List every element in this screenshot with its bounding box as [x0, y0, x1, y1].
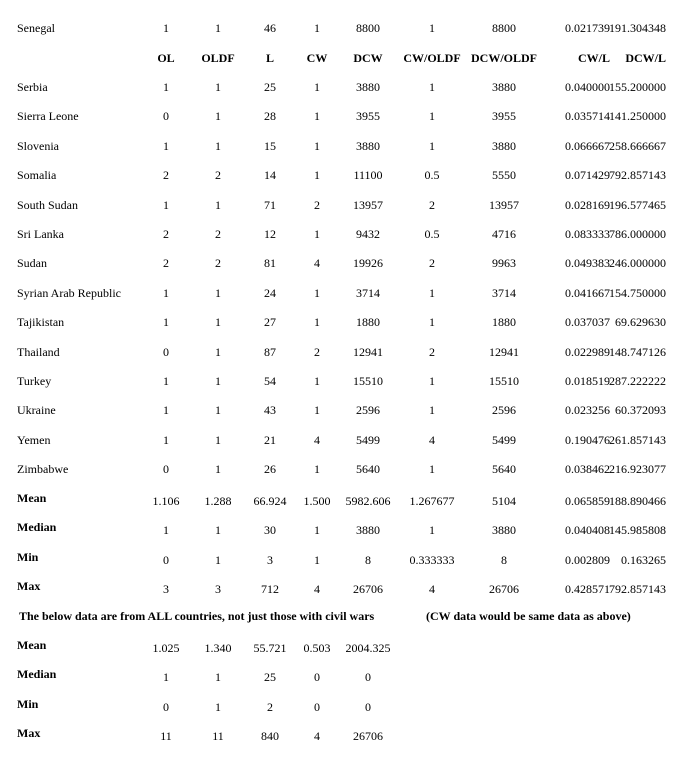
cell-dcw-oldf: 13957	[489, 197, 519, 212]
table-row	[0, 433, 683, 462]
cell-cw: 1	[314, 109, 320, 124]
cell-dcw: 26706	[353, 729, 383, 744]
cell-ol: 1	[163, 285, 169, 300]
cell-dcw-l: 69.629630	[615, 315, 666, 330]
cell-dcw: 15510	[353, 374, 383, 388]
cell-oldf: 1	[215, 197, 221, 212]
cell-ol: 11	[160, 729, 172, 744]
cell-name: Somalia	[17, 168, 57, 183]
cell-name: Syrian Arab Republic	[17, 285, 121, 300]
cell-cw: 1.500	[303, 494, 331, 508]
table-row	[0, 315, 683, 344]
cell-oldf: 2	[215, 256, 221, 271]
cell-cw: 2	[314, 197, 320, 212]
cell-l: 87	[264, 344, 276, 359]
cell-name: Mean	[17, 491, 47, 505]
cell-cw-oldf: 1	[429, 21, 435, 35]
cell-l: 27	[264, 315, 276, 330]
cell-cw: 4	[314, 256, 320, 271]
cell-name: Sri Lanka	[17, 227, 64, 241]
cell-oldf: 1	[215, 670, 221, 685]
cell-ol: 1	[163, 138, 169, 153]
cell-cw: 1	[314, 403, 320, 418]
cell-oldf: 1.340	[204, 641, 232, 655]
cell-dcw: 3955	[356, 109, 380, 124]
cell-oldf: 1.288	[204, 494, 232, 508]
cell-dcw: 26706	[353, 582, 383, 597]
cell-ol: 1	[163, 315, 169, 330]
cell-dcw-oldf: 8	[501, 552, 507, 567]
cell-name: Turkey	[17, 374, 52, 388]
cell-oldf: OLDF	[201, 51, 235, 65]
cell-dcw-l: 792.857143	[609, 168, 666, 183]
cell-name: Min	[17, 696, 39, 711]
cell-oldf: 2	[215, 227, 221, 241]
cell-cw-oldf: 1	[429, 109, 435, 124]
cell-cw: 1	[314, 168, 320, 183]
cell-name: Min	[17, 549, 39, 564]
cell-ol: 1	[163, 197, 169, 212]
cell-cw: 1	[314, 523, 320, 538]
cell-name: Median	[17, 520, 57, 535]
cw-data-note: (CW data would be same data as above)	[426, 609, 631, 623]
cell-l: 46	[264, 21, 276, 35]
cell-cw: 1	[314, 285, 320, 300]
table-row	[0, 21, 683, 50]
table-row	[0, 109, 683, 138]
cell-l: 2	[267, 699, 273, 714]
table-row	[0, 168, 683, 197]
stats-row	[0, 549, 683, 582]
cell-oldf: 1	[215, 403, 221, 418]
cell-l: L	[265, 51, 275, 65]
cell-dcw: 5640	[356, 462, 380, 477]
cell-cw-oldf: 1	[429, 403, 435, 418]
cell-ol: 0	[163, 699, 169, 714]
cell-dcw-oldf: 9963	[492, 256, 516, 271]
cell-dcw-l: 287.222222	[609, 374, 666, 388]
cell-l: 28	[264, 109, 276, 124]
cell-cw-l: 0.023256	[565, 403, 610, 418]
table-row	[0, 227, 683, 256]
cell-oldf: 1	[215, 374, 221, 388]
cell-ol: 1	[163, 80, 169, 94]
cell-cw-l: 0.083333	[565, 227, 610, 241]
cell-dcw: 3880	[356, 138, 380, 153]
cell-l: 840	[261, 729, 279, 744]
cell-ol: 0	[163, 109, 169, 124]
cell-name: Thailand	[17, 344, 60, 359]
cell-name: Tajikistan	[17, 315, 65, 330]
cell-cw-oldf: 1	[429, 285, 435, 300]
cell-ol: 0	[163, 462, 169, 477]
cell-cw: 1	[314, 462, 320, 477]
cell-dcw-l: 196.577465	[609, 197, 666, 212]
cell-oldf: 2	[215, 168, 221, 183]
cell-dcw-oldf: 3880	[492, 80, 516, 94]
cell-cw-oldf: 0.5	[424, 168, 440, 183]
cell-cw: 1	[314, 227, 320, 241]
cell-dcw-l: DCW/L	[625, 51, 666, 65]
cell-dcw-oldf: 12941	[489, 344, 519, 359]
all-stats-row	[0, 696, 683, 729]
cell-cw-oldf: CW/OLDF	[403, 51, 461, 65]
cell-cw: 4	[314, 432, 320, 447]
cell-dcw: 2004.325	[345, 641, 391, 655]
cell-cw: 1	[314, 80, 320, 94]
cell-dcw: 11100	[353, 168, 383, 183]
cell-dcw-l: 191.304348	[609, 21, 666, 35]
cell-l: 54	[264, 374, 276, 388]
cell-cw-l: 0.065859	[565, 494, 610, 508]
cell-l: 25	[264, 80, 276, 94]
cell-l: 30	[264, 523, 276, 538]
cell-cw-oldf: 1	[429, 462, 435, 477]
cell-name: Zimbabwe	[17, 462, 69, 477]
cell-cw: 1	[314, 552, 320, 567]
cell-dcw-l: 0.163265	[621, 552, 666, 567]
cell-ol: 1	[163, 403, 169, 418]
cell-ol: 1	[163, 432, 169, 447]
cell-dcw-oldf: 2596	[492, 403, 516, 418]
cell-dcw-l: 792.857143	[609, 582, 666, 597]
cell-cw-l: CW/L	[577, 51, 610, 65]
cell-dcw-l: 216.923077	[609, 462, 666, 477]
cell-oldf: 1	[215, 21, 221, 35]
cell-dcw-l: 188.890466	[609, 494, 666, 508]
cell-cw-oldf: 4	[429, 582, 435, 597]
cell-ol: 2	[163, 256, 169, 271]
cell-dcw-oldf: 5550	[492, 168, 516, 183]
cell-dcw-oldf: 15510	[489, 374, 519, 388]
cell-name: Slovenia	[17, 138, 59, 153]
cell-oldf: 1	[215, 138, 221, 153]
cell-l: 24	[264, 285, 276, 300]
cell-ol: 1.025	[152, 641, 180, 655]
cell-oldf: 1	[215, 285, 221, 300]
table-row	[0, 345, 683, 374]
cell-dcw-oldf: 3955	[492, 109, 516, 124]
cell-l: 12	[264, 227, 276, 241]
cell-ol: 1.106	[152, 494, 180, 508]
cell-cw-l: 0.428571	[565, 582, 610, 597]
cell-cw-l: 0.002809	[565, 552, 610, 567]
cell-cw: 0	[314, 699, 320, 714]
table-row	[0, 286, 683, 315]
cell-dcw: 12941	[353, 344, 383, 359]
cell-oldf: 1	[215, 109, 221, 124]
cell-dcw: 19926	[353, 256, 383, 271]
cell-cw-l: 0.018519	[565, 374, 610, 388]
table-row	[0, 374, 683, 403]
cell-cw: CW	[306, 51, 328, 65]
cell-oldf: 3	[215, 582, 221, 597]
cell-dcw: 3880	[356, 523, 380, 538]
table-row	[0, 462, 683, 491]
cell-l: 21	[264, 432, 276, 447]
cell-cw-l: 0.037037	[565, 315, 610, 330]
cell-cw: 0.503	[303, 641, 331, 655]
cell-dcw: 0	[365, 670, 371, 685]
cell-dcw: 1880	[356, 315, 380, 330]
cell-dcw-oldf: 5499	[492, 432, 516, 447]
cell-cw-oldf: 2	[429, 197, 435, 212]
cell-name: South Sudan	[17, 197, 79, 212]
cell-dcw-oldf: 8800	[492, 21, 516, 35]
cell-ol: 2	[163, 227, 169, 241]
stats-row	[0, 579, 683, 611]
all-stats-row	[0, 726, 683, 758]
cell-cw-oldf: 1.267677	[409, 494, 455, 508]
cell-cw-l: 0.038462	[565, 462, 610, 477]
cell-dcw-oldf: 5104	[492, 494, 516, 508]
cell-dcw: 13957	[353, 197, 383, 212]
cell-name: Max	[17, 726, 41, 741]
cell-dcw: 0	[365, 699, 371, 714]
cell-ol: 1	[163, 523, 169, 538]
cell-ol: 3	[163, 582, 169, 597]
cell-dcw: 2596	[356, 403, 380, 418]
cell-dcw-l: 155.200000	[609, 80, 666, 94]
cell-dcw-l: 261.857143	[609, 432, 666, 447]
cell-oldf: 11	[212, 729, 224, 744]
all-countries-note: The below data are from ALL countries, not just those with civil wars	[19, 609, 375, 623]
cell-cw: 1	[314, 315, 320, 330]
cell-dcw-oldf: DCW/OLDF	[471, 51, 537, 65]
cell-l: 25	[264, 670, 276, 685]
cell-cw-l: 0.028169	[565, 197, 610, 212]
cell-oldf: 1	[215, 432, 221, 447]
cell-oldf: 1	[215, 552, 221, 567]
cell-l: 66.924	[253, 494, 287, 508]
cell-dcw-oldf: 4716	[492, 227, 516, 241]
cell-name: Median	[17, 667, 57, 682]
cell-l: 71	[264, 197, 276, 212]
cell-dcw-l: 258.666667	[609, 138, 666, 153]
cell-oldf: 1	[215, 523, 221, 538]
cell-ol: 1	[163, 374, 169, 388]
cell-cw-oldf: 4	[429, 432, 435, 447]
cell-cw: 4	[314, 582, 320, 597]
cell-name: Sierra Leone	[17, 109, 79, 124]
cell-dcw-l: 786.000000	[609, 227, 666, 241]
cell-cw-l: 0.021739	[565, 21, 610, 35]
cell-oldf: 1	[215, 80, 221, 94]
table-row	[0, 256, 683, 285]
cell-dcw-oldf: 5640	[492, 462, 516, 477]
cell-dcw-oldf: 3714	[492, 285, 516, 300]
cell-cw: 2	[314, 344, 320, 359]
table-row	[0, 80, 683, 109]
all-stats-row	[0, 638, 683, 670]
stats-row	[0, 520, 683, 552]
cell-name: Ukraine	[17, 403, 56, 418]
all-stats-row	[0, 667, 683, 699]
cell-dcw-l: 145.985808	[609, 523, 666, 538]
table-row	[0, 403, 683, 432]
cell-ol: 1	[163, 21, 169, 35]
cell-dcw: 3714	[356, 285, 380, 300]
cell-dcw-l: 246.000000	[609, 256, 666, 271]
cell-name: Senegal	[17, 21, 55, 35]
cell-ol: OL	[157, 51, 175, 65]
cell-name: Sudan	[17, 256, 47, 271]
cell-cw-l: 0.071429	[565, 168, 610, 183]
cell-l: 3	[267, 552, 273, 567]
cell-oldf: 1	[215, 344, 221, 359]
cell-cw-oldf: 1	[429, 523, 435, 538]
cell-dcw-l: 148.747126	[609, 344, 666, 359]
cell-ol: 2	[163, 168, 169, 183]
cell-oldf: 1	[215, 699, 221, 714]
cell-cw-l: 0.049383	[565, 256, 610, 271]
cell-l: 55.721	[253, 641, 287, 655]
stats-row	[0, 491, 683, 523]
cell-name: Serbia	[17, 80, 48, 94]
cell-cw-oldf: 1	[429, 315, 435, 330]
cell-dcw: 9432	[356, 227, 380, 241]
cell-cw-l: 0.041667	[565, 285, 610, 300]
cell-dcw-l: 154.750000	[609, 285, 666, 300]
cell-cw-l: 0.040408	[565, 523, 610, 538]
cell-dcw-l: 141.250000	[609, 109, 666, 124]
cell-dcw-oldf: 1880	[492, 315, 516, 330]
cell-cw: 4	[314, 729, 320, 744]
cell-dcw-l: 60.372093	[615, 403, 666, 418]
cell-cw-oldf: 2	[429, 256, 435, 271]
cell-l: 712	[261, 582, 279, 597]
cell-cw: 1	[314, 138, 320, 153]
cell-dcw-oldf: 3880	[492, 138, 516, 153]
cell-cw-oldf: 2	[429, 344, 435, 359]
table-row	[0, 139, 683, 168]
cell-ol: 0	[163, 344, 169, 359]
cell-dcw: 8800	[356, 21, 380, 35]
cell-oldf: 1	[215, 315, 221, 330]
cell-name: Yemen	[17, 432, 51, 447]
cell-l: 14	[264, 168, 276, 183]
cell-l: 81	[264, 256, 276, 271]
cell-l: 43	[264, 403, 276, 418]
cell-oldf: 1	[215, 462, 221, 477]
cell-cw-l: 0.040000	[565, 80, 610, 94]
cell-cw-oldf: 0.5	[424, 227, 440, 241]
cell-l: 15	[264, 138, 276, 153]
cell-ol: 0	[163, 552, 169, 567]
cell-cw-oldf: 0.333333	[409, 552, 455, 567]
cell-cw-oldf: 1	[429, 80, 435, 94]
cell-cw-oldf: 1	[429, 374, 435, 388]
cell-dcw: 3880	[356, 80, 380, 94]
cell-dcw: 5982.606	[345, 494, 391, 508]
cell-cw-l: 0.022989	[565, 344, 610, 359]
cell-cw-oldf: 1	[429, 138, 435, 153]
header-row	[0, 51, 683, 80]
cell-name: Mean	[17, 638, 47, 652]
cell-cw-l: 0.066667	[565, 138, 610, 153]
cell-cw: 1	[314, 21, 320, 35]
cell-dcw: 8	[365, 552, 371, 567]
cell-cw: 1	[314, 374, 320, 388]
cell-dcw: DCW	[353, 51, 383, 65]
cell-cw-l: 0.190476	[565, 432, 610, 447]
cell-ol: 1	[163, 670, 169, 685]
table-row	[0, 198, 683, 227]
cell-dcw-oldf: 26706	[489, 582, 519, 597]
cell-dcw: 5499	[356, 432, 380, 447]
cell-cw: 0	[314, 670, 320, 685]
cell-dcw-oldf: 3880	[492, 523, 516, 538]
cell-l: 26	[264, 462, 276, 477]
cell-name: Max	[17, 579, 41, 594]
cell-cw-l: 0.035714	[565, 109, 610, 124]
